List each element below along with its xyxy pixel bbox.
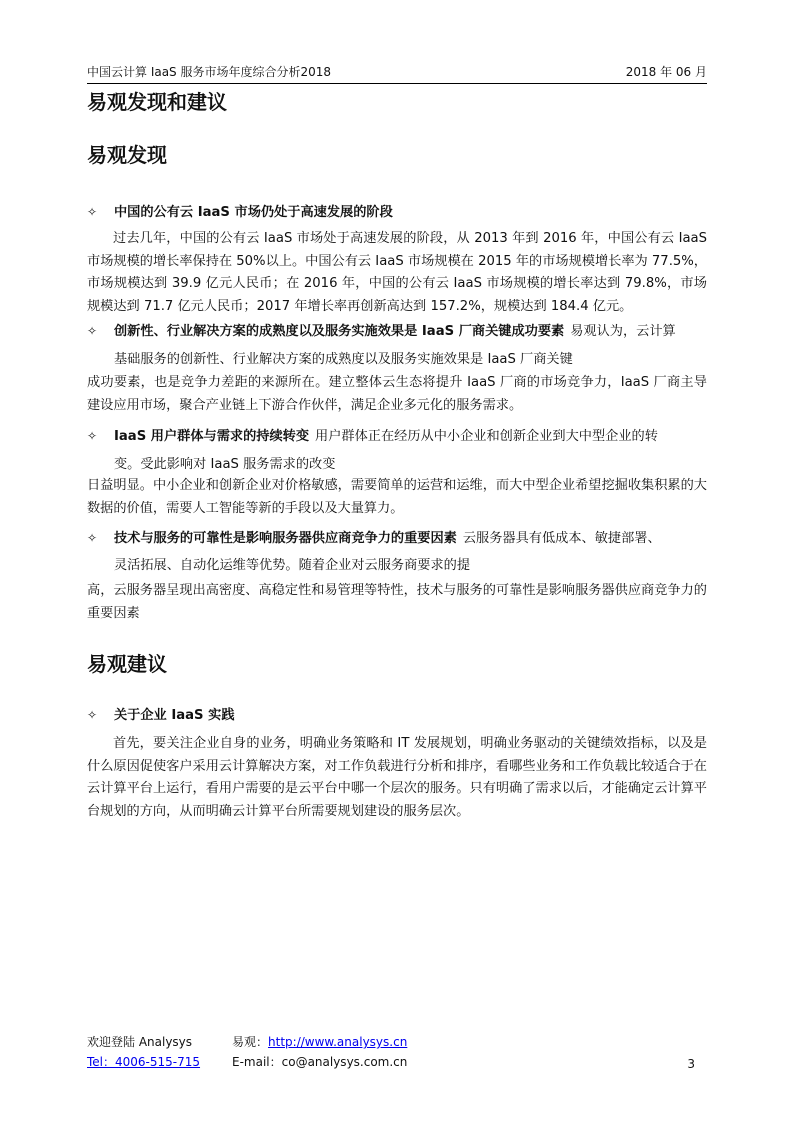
suggestion-body-1: 首先，要关注企业自身的业务，明确业务策略和 IT 发展规划，明确业务驱动的关键绩效指标，以及是什么原因促使客户采用云计算解决方案，对工作负载进行分析和排序，看哪些业务和工作负载比较适合于在云计算平台上运行，看用户需要的是云平台中哪一个层次的服务。只有明确了需求以后，才能确定云计算平台规划的方向，从而明确云计算平台所需要规划建设的服务层次。: [87, 736, 707, 819]
finding-body-4: 高，云服务器呈现出高密度、高稳定性和易管理等特性，技术与服务的可靠性是影响服务器供应商竞争力的重要因素: [87, 583, 707, 621]
finding-heading-4: ✧ 技术与服务的可靠性是影响服务器供应商竞争力的重要因素 云服务器具有低成本、敏捷部署、: [87, 528, 661, 549]
finding-line-4: 灵活拓展、自动化运维等优势。随着企业对云服务商要求的提: [114, 558, 471, 573]
main-title: 易观发现和建议: [87, 90, 227, 114]
footer-email: E-mail：co@analysys.com.cn: [232, 1055, 408, 1069]
diamond-bullet-icon: ✧: [87, 205, 98, 219]
section-title-findings: 易观发现: [87, 143, 167, 167]
diamond-bullet-icon: ✧: [87, 708, 98, 722]
diamond-bullet-icon: ✧: [87, 324, 98, 338]
website-link[interactable]: http://www.analysys.cn: [268, 1035, 408, 1049]
section-title-suggestions: 易观建议: [87, 652, 167, 676]
suggestion-heading-1: ✧ 关于企业 IaaS 实践: [87, 705, 235, 726]
finding-body-1: 过去几年，中国的公有云 IaaS 市场处于高速发展的阶段，从 2013 年到 2016 年，中国公有云 IaaS 市场规模的增长率保持在 50%以上。中国公有云 IaaS 市场规模在 2015 年的市场规模增长率为 77.5%，市场规模达到 39.9 亿元人民币；在 2016 年，中国的公有云 IaaS 市场规模的增长率达到 79.8%，市场规模达到 71.7 亿元人民币；2017 年增长率再创新高达到 157.2%，规模达到 184.4 亿元。: [87, 231, 707, 314]
finding-body-3: 日益明显。中小企业和创新企业对价格敏感，需要简单的运营和运维，而大中型企业希望挖掘收集积累的大数据的价值，需要人工智能等新的手段以及大量算力。: [87, 478, 707, 516]
finding-body-2: 成功要素，也是竞争力差距的来源所在。建立整体云生态将提升 IaaS 厂商的市场竞争力，IaaS 厂商主导建设应用市场，聚合产业链上下游合作伙伴，满足企业多元化的服务需求。: [87, 375, 707, 413]
finding-heading-2: ✧ 创新性、行业解决方案的成熟度以及服务实施效果是 IaaS 厂商关键成功要素 易观认为，云计算: [87, 321, 676, 342]
phone-link[interactable]: Tel：4006-515-715: [87, 1055, 201, 1069]
header-title: 中国云计算 IaaS 服务市场年度综合分析2018: [87, 65, 332, 79]
page-number: 3: [687, 1057, 695, 1071]
diamond-bullet-icon: ✧: [87, 429, 98, 443]
page-header: [87, 62, 707, 84]
diamond-bullet-icon: ✧: [87, 531, 98, 545]
header-date: 2018 年 06 月: [625, 65, 707, 79]
finding-heading-1: ✧ 中国的公有云 IaaS 市场仍处于高速发展的阶段: [87, 202, 393, 223]
footer-site: 易观：http://www.analysys.cn: [232, 1035, 408, 1049]
footer-welcome: 欢迎登陆 Analysys: [87, 1035, 193, 1049]
finding-heading-3: ✧ IaaS 用户群体与需求的持续转变 用户群体正在经历从中小企业和创新企业到大中型企业的转: [87, 426, 658, 447]
page-footer: [87, 1033, 707, 1077]
finding-line-3: 变。受此影响对 IaaS 服务需求的改变: [114, 457, 336, 472]
finding-line-2: 基础服务的创新性、行业解决方案的成熟度以及服务实施效果是 IaaS 厂商关键: [114, 352, 573, 367]
